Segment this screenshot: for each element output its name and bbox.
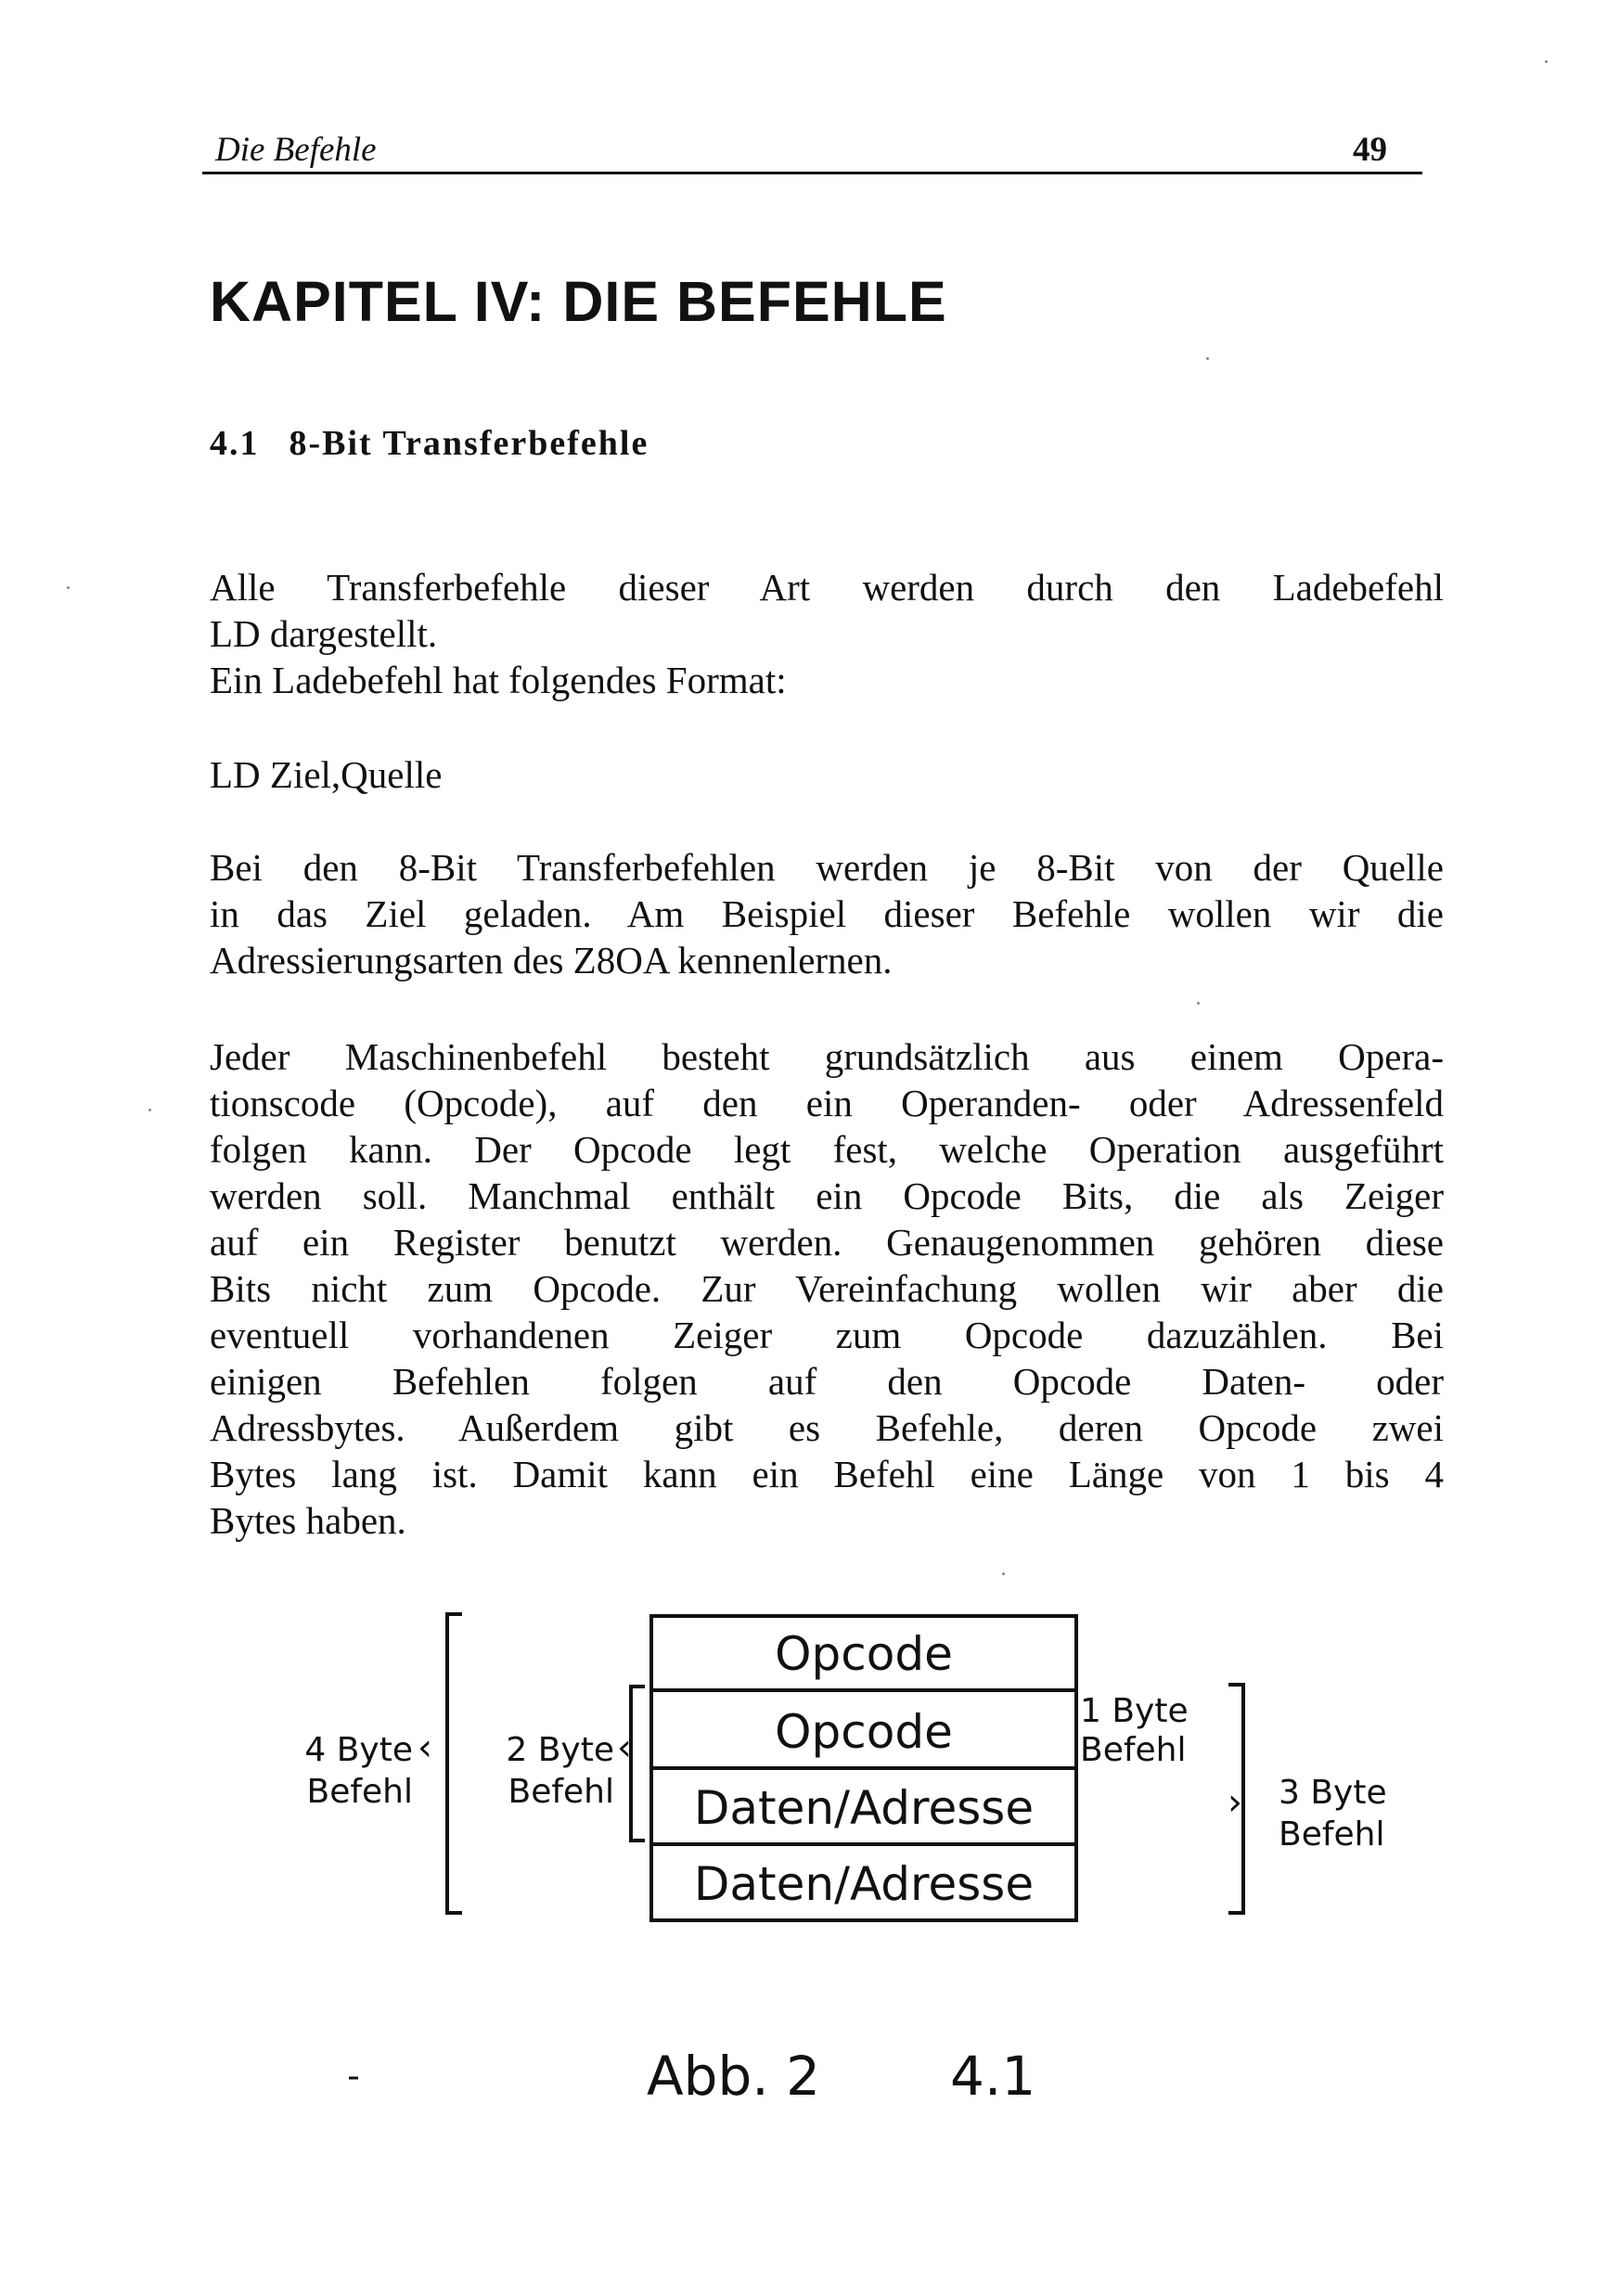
bracket-2-byte	[631, 1687, 645, 1841]
figure-caption-number: 4.1	[950, 2045, 1036, 2108]
brace-tip-4-byte: ‹	[418, 1726, 432, 1769]
opcode-box-1: Opcode	[775, 1627, 953, 1681]
label-2-byte: 2 Byte	[506, 1731, 614, 1769]
section-title: 8-Bit Transferbefehle	[289, 424, 649, 463]
paragraph-transfer	[210, 844, 1444, 983]
text-line: Jeder Maschinenbefehl besteht grundsätzlich aus einem Opera-	[210, 1035, 1444, 1078]
label-2-byte-befehl: Befehl	[508, 1773, 614, 1811]
text-line: folgen kann. Der Opcode legt fest, welche Operation ausgeführt	[210, 1128, 1444, 1171]
data-address-box-1: Daten/Adresse	[693, 1781, 1035, 1835]
text-line: einigen Befehlen folgen auf den Opcode Daten- oder	[210, 1360, 1444, 1403]
text-line: auf ein Register benutzt werden. Genaugenommen gehören diese	[210, 1221, 1444, 1263]
label-3-byte-befehl: Befehl	[1279, 1815, 1385, 1853]
text-line: eventuell vorhandenen Zeiger zum Opcode dazuzählen. Bei	[210, 1314, 1444, 1356]
scan-speck	[1545, 60, 1548, 63]
data-address-box-2: Daten/Adresse	[693, 1857, 1035, 1911]
instruction-box-outline	[651, 1616, 1076, 1920]
scan-speck	[1002, 1572, 1005, 1575]
text-line: in das Ziel geladen. Am Beispiel dieser Befehle wollen wir die	[210, 892, 1444, 935]
text-line: Bits nicht zum Opcode. Zur Vereinfachung wollen wir aber die	[210, 1267, 1444, 1310]
page-number: 49	[1353, 131, 1387, 169]
scan-speck	[1197, 1002, 1200, 1005]
label-1-byte-befehl: Befehl	[1080, 1731, 1187, 1769]
brace-tip-3-byte: ›	[1228, 1781, 1242, 1824]
brace-tip-2-byte: ‹	[617, 1726, 632, 1769]
bracket-4-byte	[447, 1614, 462, 1913]
bracket-3-byte	[1228, 1685, 1243, 1913]
label-1-byte: 1 Byte	[1080, 1692, 1189, 1730]
label-4-byte-befehl: Befehl	[306, 1773, 413, 1811]
running-header-title: Die Befehle	[215, 131, 377, 169]
figure-caption-label: Abb. 2	[647, 2045, 821, 2108]
text-line: tionscode (Opcode), auf den ein Operanden- oder Adressenfeld	[210, 1082, 1444, 1124]
paragraph-intro	[210, 564, 1444, 703]
text-line: LD dargestellt.	[210, 612, 438, 655]
text-line: Ein Ladebefehl hat folgendes Format:	[210, 659, 787, 701]
paragraph-syntax	[210, 751, 1444, 798]
paragraph-opcode	[210, 1033, 1444, 1544]
chapter-title: KAPITEL IV: DIE BEFEHLE	[210, 270, 947, 333]
opcode-box-2: Opcode	[775, 1705, 953, 1759]
syntax-line: LD Ziel,Quelle	[210, 753, 443, 796]
label-3-byte: 3 Byte	[1279, 1774, 1387, 1812]
text-line: Bytes haben.	[210, 1499, 406, 1542]
text-line: Alle Transferbefehle dieser Art werden durch den Ladebefehl	[210, 566, 1444, 609]
label-4-byte: 4 Byte	[304, 1731, 413, 1769]
header-rule	[202, 172, 1422, 174]
text-line: werden soll. Manchmal enthält ein Opcode Bits, die als Zeiger	[210, 1174, 1444, 1217]
section-number: 4.1	[210, 424, 260, 463]
text-line: Adressbytes. Außerdem gibt es Befehle, deren Opcode zwei	[210, 1406, 1444, 1449]
section-heading	[210, 423, 649, 464]
text-line: Adressierungsarten des Z8OA kennenlernen.	[210, 939, 893, 981]
text-line: Bei den 8-Bit Transferbefehlen werden je 8-Bit von der Quelle	[210, 846, 1444, 889]
scan-speck	[148, 1109, 151, 1111]
text-line: Bytes lang ist. Damit kann ein Befehl eine Länge von 1 bis 4	[210, 1453, 1444, 1495]
scan-speck	[67, 586, 70, 589]
scan-speck	[1206, 357, 1209, 360]
